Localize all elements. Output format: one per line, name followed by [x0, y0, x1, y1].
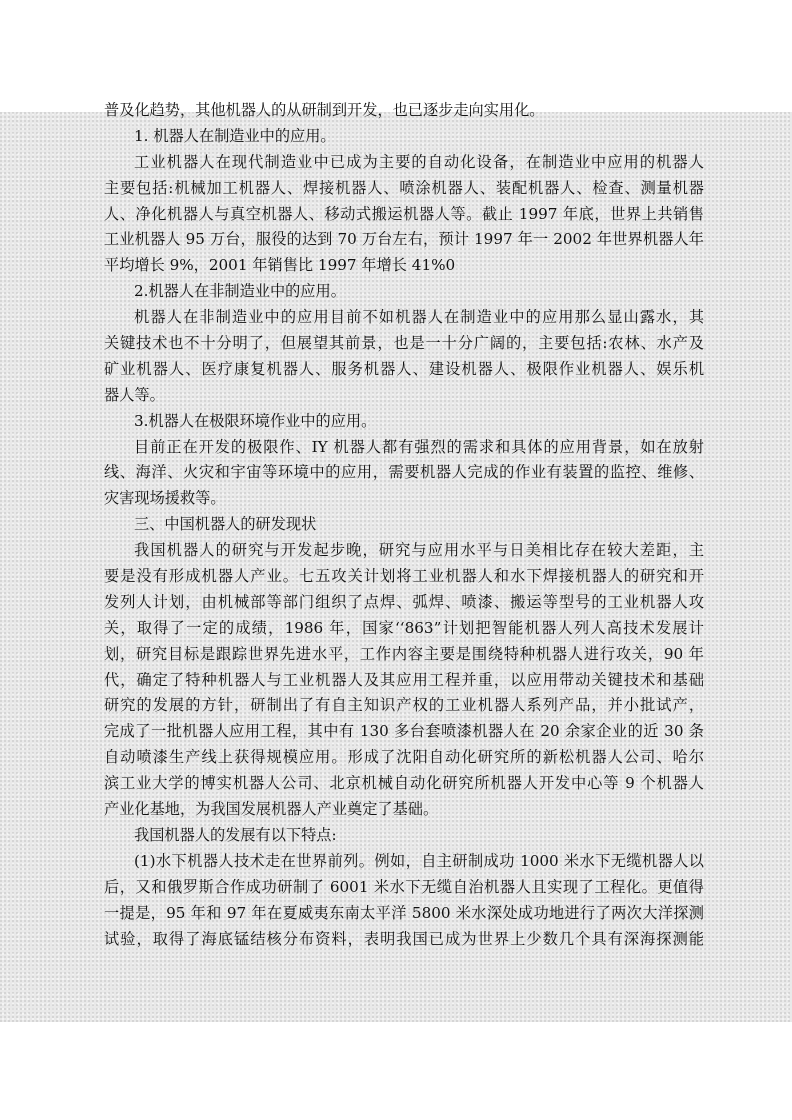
text-line: 主要包括:机械加工机器人、焊接机器人、喷涂机器人、装配机器人、检查、测量机器	[104, 178, 704, 197]
text-line: 2.机器人在非制造业中的应用。	[134, 282, 346, 301]
document-body	[104, 98, 704, 952]
text-line: 关，取得了一定的成绩，1986 年，国家‘‘863”计划把智能机器人列人高技术发展计	[104, 618, 704, 637]
text-line: 完成了一批机器人应用工程，其中有 130 多台套喷漆机器人在 20 余家企业的近 30 条	[104, 722, 704, 741]
text-line: 机器人在非制造业中的应用目前不如机器人在制造业中的应用那么显山露水，其	[134, 308, 704, 327]
text-line: 矿业机器人、医疗康复机器人、服务机器人、建设机器人、极限作业机器人、娱乐机	[104, 359, 704, 378]
text-line: 三、中国机器人的研发现状	[134, 515, 317, 534]
text-line: 人、净化机器人与真空机器人、移动式搬运机器人等。截止 1997 年底，世界上共销售	[104, 204, 704, 223]
text-line: 灾害现场援救等。	[104, 489, 226, 508]
text-line: 自动喷漆生产线上获得规模应用。形成了沈阳自动化研究所的新松机器人公司、哈尔	[104, 748, 704, 767]
text-line: 平均增长 9%，2001 年销售比 1997 年增长 41%0	[104, 256, 456, 275]
text-line: 工业机器人在现代制造业中已成为主要的自动化设备，在制造业中应用的机器人	[134, 152, 704, 171]
text-line: 后，又和俄罗斯合作成功研制了 6001 米水下无缆自治机器人且实现了工程化。更值得	[104, 877, 704, 896]
text-line: 我国机器人的研究与开发起步晚，研究与应用水平与日美相比存在较大差距，主	[134, 541, 704, 560]
text-line: 普及化趋势，其他机器人的从研制到开发，也已逐步走向实用化。	[104, 101, 545, 119]
text-line: 划，研究目标是跟踪世界先进水平，工作内容主要是围绕特种机器人进行攻关，90 年	[104, 644, 704, 663]
text-line: 研究的发展的方针，研制出了有自主知识产权的工业机器人系列产品，并小批试产，	[104, 696, 704, 715]
text-line: 滨工业大学的博实机器人公司、北京机械自动化研究所机器人开发中心等 9 个机器人	[104, 774, 704, 793]
text-line: 代，确定了特种机器人与工业机器人及其应用工程并重，以应用带动关键技术和基础	[104, 670, 704, 689]
text-line: 产业化基地，为我国发展机器人产业奠定了基础。	[104, 800, 439, 819]
text-line: 工业机器人 95 万台，服役的达到 70 万台左右，预计 1997 年一 2002 年世界机器人年	[104, 230, 704, 249]
text-line: (1)水下机器人技术走在世界前列。例如，自主研制成功 1000 米水下无缆机器人以	[134, 851, 704, 870]
text-line: 线、海洋、火灾和宇宙等环境中的应用，需要机器人完成的作业有装置的监控、维修、	[104, 463, 704, 482]
text-line: 关键技术也不十分明了，但展望其前景，也是一十分广阔的，主要包括:农林、水产及	[104, 334, 704, 353]
text-line: 我国机器人的发展有以下特点:	[134, 825, 337, 844]
text-line: 目前正在开发的极限作、IY 机器人都有强烈的需求和具体的应用背景，如在放射	[134, 437, 704, 456]
text-line: 要是没有形成机器人产业。七五攻关计划将工业机器人和水下焊接机器人的研究和开	[104, 567, 704, 586]
text-line: 发列人计划，由机械部等部门组织了点焊、弧焊、喷漆、搬运等型号的工业机器人攻	[104, 592, 704, 611]
text-line: 器人等。	[104, 385, 165, 404]
text-line: 1. 机器人在制造业中的应用。	[134, 126, 336, 145]
text-line: 3.机器人在极限环境作业中的应用。	[134, 411, 377, 430]
text-line: 试验，取得了海底锰结核分布资料，表明我国已成为世界上少数几个具有深海探测能	[104, 929, 704, 948]
text-line: 一提是，95 年和 97 年在夏威夷东南太平洋 5800 米水深处成功地进行了两次大洋探测	[104, 903, 704, 922]
